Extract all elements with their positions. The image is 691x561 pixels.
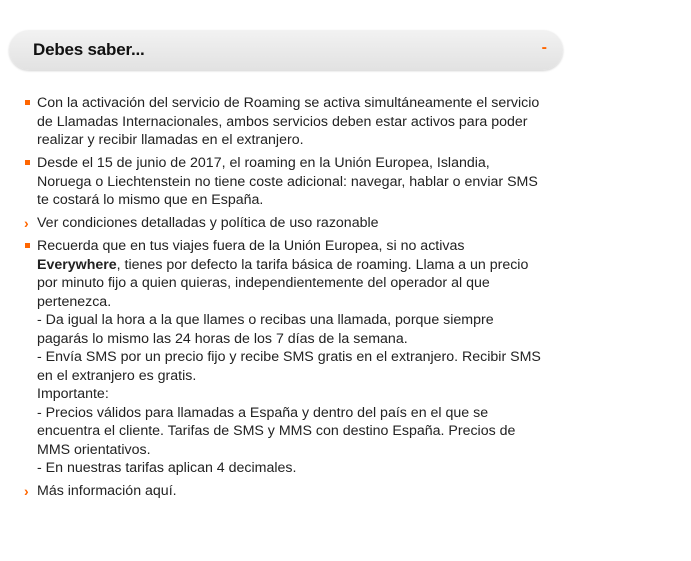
collapse-toggle-button[interactable]: - — [541, 39, 547, 56]
info-panel-header[interactable] — [9, 30, 563, 70]
everywhere-label: Everywhere — [37, 256, 117, 273]
list-item — [25, 237, 545, 478]
conditions-link[interactable]: Ver condiciones detalladas y política de uso razonable — [37, 215, 379, 231]
list-item[interactable] — [25, 482, 545, 501]
list-item[interactable] — [25, 214, 545, 233]
item-text-eu-roaming: Desde el 15 de junio de 2017, el roaming en la Unión Europea, Islandia, Noruega o Liechtenstein no tiene coste adicional: navegar, hablar o enviar SMS te costará lo mismo que en España. — [37, 155, 538, 208]
list-item — [25, 94, 545, 150]
more-info-link[interactable]: Más información aquí. — [37, 483, 177, 499]
item-text-valid-prices: - Precios válidos para llamadas a España y dentro del país en el que se encuentra el cliente. Tarifas de SMS y MMS con destino España. Precios de MMS orientativos. — [37, 404, 516, 458]
important-label: Importante: — [37, 386, 109, 402]
item-text-roaming-activation: Con la activación del servicio de Roaming se activa simultáneamente el servicio de Llamadas Internacionales, ambos servicios deben estar activos para poder realizar y recibir llamadas en el extranjero. — [37, 95, 540, 148]
square-bullet-icon — [25, 160, 30, 165]
list-item — [25, 154, 545, 210]
item-text-outside-eu-after: , tienes por defecto la tarifa básica de roaming. Llama a un precio por minuto fijo a quien quieras, independientemente del operador al que pertenezca. — [37, 256, 529, 310]
info-list — [25, 94, 545, 505]
item-text-decimals: - En nuestras tarifas aplican 4 decimales. — [37, 460, 297, 476]
square-bullet-icon — [25, 100, 30, 105]
chevron-right-icon: › — [24, 215, 29, 231]
chevron-right-icon: › — [24, 483, 29, 499]
item-text-outside-eu-before: Recuerda que en tus viajes fuera de la Unión Europea, si no activas — [37, 238, 465, 254]
square-bullet-icon — [25, 243, 30, 248]
item-text-same-price: - Da igual la hora a la que llames o recibas una llamada, porque siempre pagarás lo mismo las 24 horas de los 7 días de la semana. — [37, 312, 494, 347]
item-text-outside-eu — [37, 237, 545, 311]
item-text-sms: - Envía SMS por un precio fijo y recibe SMS gratis en el extranjero. Recibir SMS en el extranjero es gratis. — [37, 349, 541, 384]
panel-title: Debes saber... — [33, 40, 145, 59]
